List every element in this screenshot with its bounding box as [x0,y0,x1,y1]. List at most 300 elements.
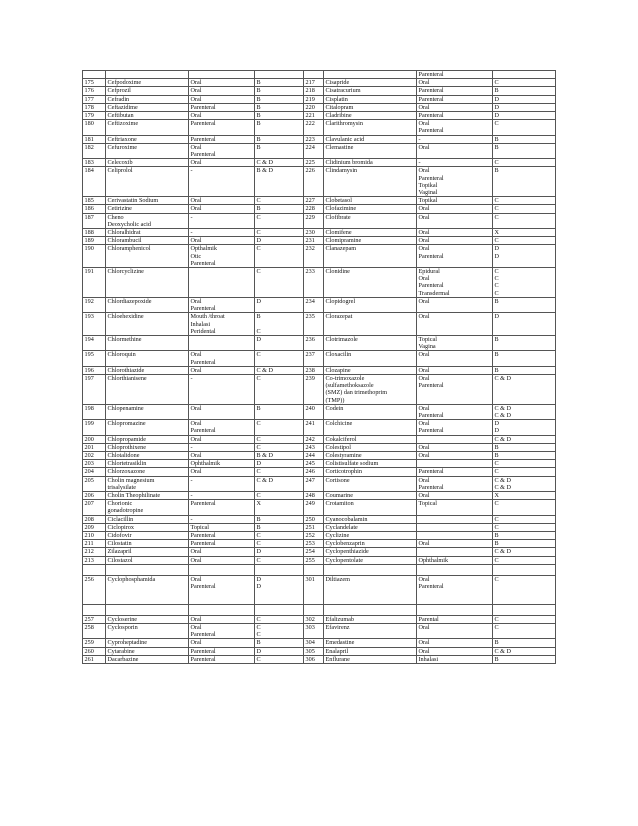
route: Oral [189,548,255,556]
category-2: B [493,451,556,459]
category: D [255,460,304,468]
drug-name-2: Crotamiton [324,500,417,515]
category: C [255,245,304,268]
route: - [189,213,255,228]
table-row [83,351,556,366]
route-2: Parenteral [417,71,493,79]
drug-name-2: Clindamysin [324,167,417,197]
row-number-2: 242 [304,435,324,443]
route: Oral [189,366,255,374]
row-number: 197 [83,374,106,404]
category: C [255,615,304,623]
drug-name: Ceftazidime [106,103,189,111]
route: Mouth /throat Inhalasi Peridental [189,313,255,336]
route-2: Parenteral [417,87,493,95]
route: Parenteral [189,531,255,539]
route: Oral [189,112,255,120]
category: B [255,523,304,531]
category: D [255,647,304,655]
row-number: 205 [83,476,106,491]
drug-name: Chlopropamide [106,435,189,443]
row-number: 209 [83,523,106,531]
row-number-2: 304 [304,639,324,647]
category: B [255,135,304,143]
category: B [255,87,304,95]
row-number: 204 [83,468,106,476]
route-2: Oral [417,624,493,639]
row-number-2: 229 [304,213,324,228]
route-2: Oral [417,313,493,336]
route: - [189,491,255,499]
category: C C [255,624,304,639]
drug-name [106,604,189,615]
table-row [83,245,556,268]
row-number-2: 247 [304,476,324,491]
route-2: Parenteral [417,468,493,476]
table-row [83,366,556,374]
drug-name-2: Cisplatin [324,95,417,103]
row-number-2: 250 [304,515,324,523]
row-number-2: 305 [304,647,324,655]
drug-name-2: Efalizumab [324,615,417,623]
drug-name-2: Citalopram [324,103,417,111]
drug-name: Chloehexidine [106,313,189,336]
category-2: B [493,655,556,663]
category: B & D [255,451,304,459]
category-2: B [493,540,556,548]
drug-name-2: Clopidogrel [324,297,417,312]
row-number-2 [304,71,324,79]
drug-name-2: Clidinium bromida [324,159,417,167]
row-number-2: 302 [304,615,324,623]
category-2: C [493,575,556,604]
drug-pregnancy-table [82,70,556,664]
table-row [83,229,556,237]
table-row [83,655,556,663]
row-number: 175 [83,79,106,87]
table-row [83,205,556,213]
drug-name-2: Colestyramine [324,451,417,459]
category: B [255,515,304,523]
category: B [255,112,304,120]
row-number: 260 [83,647,106,655]
drug-name-2 [324,71,417,79]
drug-name-2: Clozapine [324,366,417,374]
table-row [83,575,556,604]
category-2: B [493,167,556,197]
route: Oral [189,197,255,205]
table-row [83,79,556,87]
category-2: B [493,366,556,374]
drug-name: Cerivastatin Sodium [106,197,189,205]
category: D [255,237,304,245]
route: Oral [189,237,255,245]
route: Oral [189,468,255,476]
route-2: Oral [417,491,493,499]
drug-name-2: Cyclopentolate [324,556,417,564]
row-number-2: 240 [304,404,324,419]
drug-name: Cytarabine [106,647,189,655]
category [255,71,304,79]
row-number-2: 221 [304,112,324,120]
category: C & D [255,476,304,491]
drug-name: Cefradin [106,95,189,103]
category: X [255,500,304,515]
row-number: 261 [83,655,106,663]
drug-name: Ciclacillin [106,515,189,523]
row-number: 183 [83,159,106,167]
row-number: 184 [83,167,106,197]
row-number: 177 [83,95,106,103]
category: C [255,491,304,499]
category-2: C [493,159,556,167]
drug-name-2: Clorazepat [324,313,417,336]
row-number-2 [304,604,324,615]
drug-name: Chloramphenicol [106,245,189,268]
route: Oral Parenteral [189,143,255,158]
drug-name: Chlordiazepoxide [106,297,189,312]
drug-name: Cycloserine [106,615,189,623]
route: - [189,229,255,237]
route: Oral [189,95,255,103]
route: Parenteral [189,500,255,515]
drug-name: Ceftriaxone [106,135,189,143]
category: C [255,268,304,298]
row-number-2: 239 [304,374,324,404]
row-number: 195 [83,351,106,366]
category: C & D [255,366,304,374]
route: Oral Parenteral [189,420,255,435]
row-number-2: 301 [304,575,324,604]
row-number: 200 [83,435,106,443]
row-number-2: 233 [304,268,324,298]
drug-name: Chlotalidone [106,451,189,459]
table-row [83,540,556,548]
category-2: C [493,120,556,135]
route-2 [417,548,493,556]
category-2: C & D [493,647,556,655]
table-row [83,374,556,404]
row-number: 196 [83,366,106,374]
route-2: Oral Parenteral [417,476,493,491]
row-number-2: 236 [304,335,324,350]
row-number-2: 249 [304,500,324,515]
category-2: B [493,297,556,312]
route-2: Epidural Oral Parenteral Transdermal [417,268,493,298]
table-row [83,297,556,312]
route: Ophthalmik [189,460,255,468]
drug-name-2: Co-trimoxazole (sulfamethoksazole (SMZ) dan trimethoprim (TMP)) [324,374,417,404]
row-number-2: 230 [304,229,324,237]
table-row [83,197,556,205]
category-2: C C C C [493,268,556,298]
table-row [83,95,556,103]
route: Oral [189,404,255,419]
category-2: D [493,112,556,120]
drug-name: Cilostatin [106,540,189,548]
route-2 [417,515,493,523]
route: Oral [189,435,255,443]
row-number-2: 253 [304,540,324,548]
route-2 [417,531,493,539]
route: - [189,443,255,451]
row-number-2: 232 [304,245,324,268]
route: - [189,374,255,404]
drug-name-2: Coumarine [324,491,417,499]
drug-name-2: Clobetasol [324,197,417,205]
table-row [83,531,556,539]
category-2: B [493,443,556,451]
drug-name-2: Clofibrate [324,213,417,228]
route-2: Oral [417,297,493,312]
row-number: 186 [83,205,106,213]
table-row [83,647,556,655]
category: C [255,229,304,237]
row-number: 208 [83,515,106,523]
row-number: 181 [83,135,106,143]
category: D [255,297,304,312]
route-2: Parenteral [417,112,493,120]
row-number: 211 [83,540,106,548]
row-number: 187 [83,213,106,228]
drug-name: Cefuroxime [106,143,189,158]
drug-name-2: Cyclandelate [324,523,417,531]
category-2: B [493,335,556,350]
category: C [255,443,304,451]
route-2: Oral [417,205,493,213]
category-2: X [493,229,556,237]
category-2 [493,604,556,615]
row-number-2: 245 [304,460,324,468]
drug-name: Chlorzoxazone [106,468,189,476]
row-number-2: 303 [304,624,324,639]
row-number: 257 [83,615,106,623]
route-2: Oral [417,647,493,655]
table-row [83,451,556,459]
route: Parenteral [189,103,255,111]
table-body [83,71,556,664]
row-number-2: 248 [304,491,324,499]
category-2: B [493,351,556,366]
category: C [255,435,304,443]
drug-name: Cholin Theophilinate [106,491,189,499]
drug-name-2 [324,564,417,575]
table-row [83,120,556,135]
category-2: C [493,460,556,468]
category: C [255,468,304,476]
drug-name: Chloralhidrat [106,229,189,237]
category: B [255,120,304,135]
drug-name: Chlortetrasiklin [106,460,189,468]
drug-name-2: Diltiazem [324,575,417,604]
row-number-2: 226 [304,167,324,197]
drug-name-2: Enflurane [324,655,417,663]
row-number: 198 [83,404,106,419]
route-2: Oral [417,229,493,237]
route [189,268,255,298]
route: Oral Parenteral [189,575,255,604]
drug-name-2: Cladribine [324,112,417,120]
table-row [83,624,556,639]
row-number [83,564,106,575]
route [189,604,255,615]
category-2: D D [493,420,556,435]
route: Parenteral [189,647,255,655]
route-2: Oral Parenteral [417,245,493,268]
route-2: Oral [417,103,493,111]
route: - [189,167,255,197]
row-number: 180 [83,120,106,135]
drug-name: Ciclopirox [106,523,189,531]
route: Parenteral [189,135,255,143]
drug-name-2: Clomipramine [324,237,417,245]
row-number-2: 234 [304,297,324,312]
route: Topical [189,523,255,531]
drug-name: Chlopromazine [106,420,189,435]
drug-name: Chlormethine [106,335,189,350]
category: B [255,143,304,158]
drug-name-2: Efavirenz [324,624,417,639]
table-row [83,335,556,350]
table-row [83,237,556,245]
table-row [83,615,556,623]
drug-name-2: Cyclopenthiazide [324,548,417,556]
category: B [255,103,304,111]
table-row [83,564,556,575]
route: Oral [189,159,255,167]
row-number: 176 [83,87,106,95]
category: D D [255,575,304,604]
drug-name-2: Cloxacilin [324,351,417,366]
row-number: 178 [83,103,106,111]
route: - [189,476,255,491]
category: B [255,79,304,87]
category [255,564,304,575]
drug-name [106,71,189,79]
drug-name-2: Corticotrophin [324,468,417,476]
drug-name-2: Clarithromysin [324,120,417,135]
table-row [83,213,556,228]
drug-name-2: Clonidine [324,268,417,298]
row-number: 207 [83,500,106,515]
row-number: 189 [83,237,106,245]
drug-name-2: Cisapride [324,79,417,87]
table-row [83,556,556,564]
row-number: 212 [83,548,106,556]
route-2: Parental [417,615,493,623]
row-number: 259 [83,639,106,647]
route-2: Oral [417,79,493,87]
route-2: Oral Parenteral Topikal Vaginal [417,167,493,197]
row-number-2: 243 [304,443,324,451]
table-row [83,491,556,499]
route-2 [417,604,493,615]
table-row [83,604,556,615]
table-row [83,515,556,523]
category-2: B [493,143,556,158]
category-2: C & D [493,435,556,443]
table-row [83,87,556,95]
route [189,71,255,79]
drug-name-2: Clavulanic acid [324,135,417,143]
drug-name-2: Colestipol [324,443,417,451]
row-number-2: 223 [304,135,324,143]
table-row [83,476,556,491]
row-number: 202 [83,451,106,459]
drug-name: Cefprozil [106,87,189,95]
route-2: Oral [417,639,493,647]
drug-name: Ceftizoxime [106,120,189,135]
route: Oral [189,87,255,95]
category-2 [493,71,556,79]
row-number: 185 [83,197,106,205]
drug-name: Zilazapril [106,548,189,556]
category-2: C & D C & D [493,404,556,419]
drug-name-2: Cisatracurium [324,87,417,95]
drug-name: Cidofovir [106,531,189,539]
drug-table-page [82,70,556,664]
route-2 [417,523,493,531]
row-number: 201 [83,443,106,451]
drug-name-2: Codein [324,404,417,419]
row-number: 193 [83,313,106,336]
route [189,564,255,575]
table-row [83,135,556,143]
category: B [255,404,304,419]
category-2: C [493,523,556,531]
table-row [83,71,556,79]
route: Oral Parenteral [189,297,255,312]
drug-name-2: Cyanocobalamin [324,515,417,523]
route: Parenteral [189,540,255,548]
row-number-2: 235 [304,313,324,336]
route-2: Oral [417,451,493,459]
category-2: D D [493,245,556,268]
category: D [255,548,304,556]
table-row [83,313,556,336]
drug-name [106,564,189,575]
drug-name-2: Clotrimazole [324,335,417,350]
table-row [83,143,556,158]
drug-name-2: Cokalciferol [324,435,417,443]
table-row [83,420,556,435]
table-row [83,404,556,419]
category-2: C & D [493,548,556,556]
route-2: Inhalasi [417,655,493,663]
drug-name: Chlopenamine [106,404,189,419]
row-number-2: 227 [304,197,324,205]
drug-name-2: Cortisone [324,476,417,491]
row-number-2: 246 [304,468,324,476]
drug-name: Chloroquin [106,351,189,366]
category: C [255,213,304,228]
route-2 [417,435,493,443]
drug-name: Chlorcyclizine [106,268,189,298]
drug-name: Cilostazol [106,556,189,564]
row-number: 194 [83,335,106,350]
category-2 [493,564,556,575]
route-2: - [417,135,493,143]
drug-name: Cheno Deoxycholic acid [106,213,189,228]
route: Oral [189,451,255,459]
category: D [255,335,304,350]
row-number: 203 [83,460,106,468]
drug-name: Chorionic gonadotropine [106,500,189,515]
category-2: C [493,205,556,213]
row-number: 258 [83,624,106,639]
row-number: 182 [83,143,106,158]
drug-name: Dacarbazine [106,655,189,663]
